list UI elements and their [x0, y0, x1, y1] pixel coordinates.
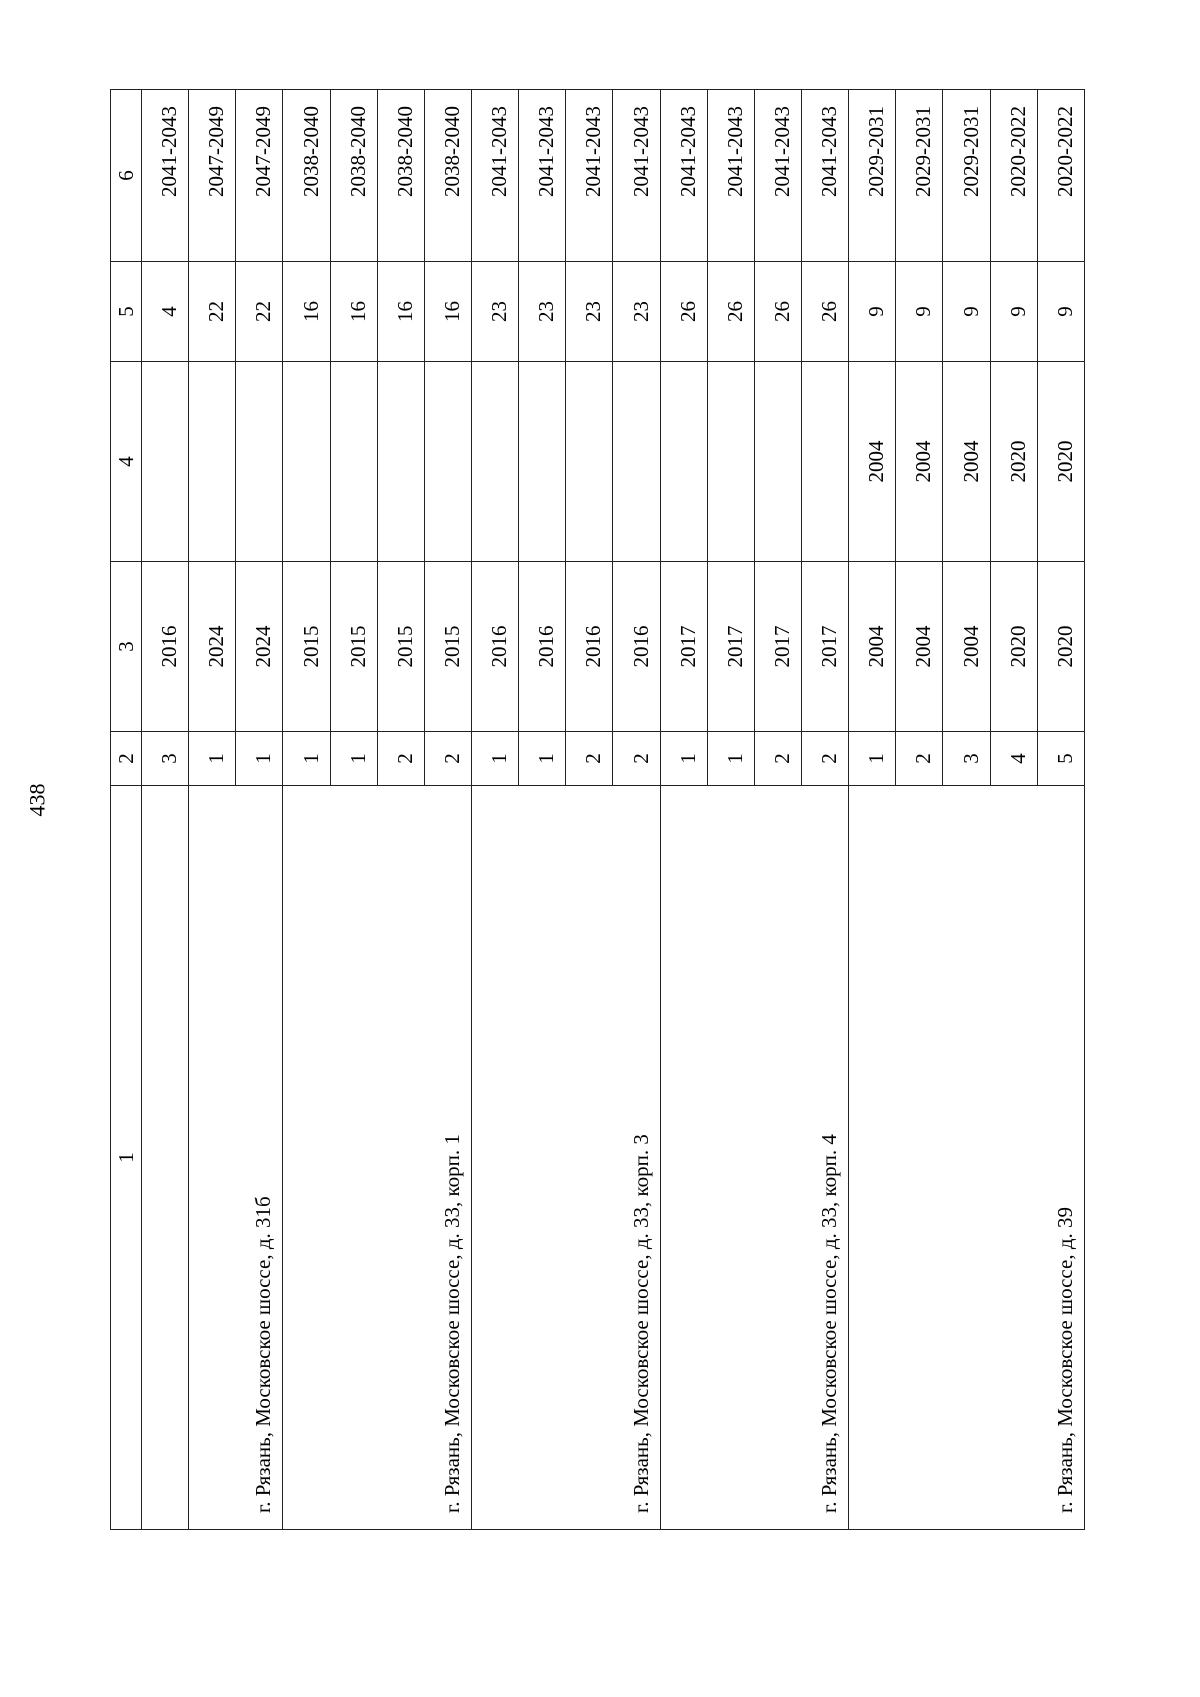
cell-c4 — [330, 362, 377, 562]
cell-c3: 2015 — [330, 562, 377, 732]
cell-c5: 16 — [283, 262, 330, 362]
cell-c3: 2004 — [896, 562, 943, 732]
cell-c5: 26 — [660, 262, 707, 362]
cell-c5: 26 — [754, 262, 801, 362]
cell-c6: 2041-2043 — [519, 90, 566, 262]
cell-c4 — [377, 362, 424, 562]
cell-c3: 2016 — [142, 562, 189, 732]
cell-c4 — [283, 362, 330, 562]
cell-c6: 2041-2043 — [613, 90, 660, 262]
cell-c4 — [236, 362, 283, 562]
cell-c5: 23 — [566, 262, 613, 362]
address-cell: г. Рязань, Московское шоссе, д. 33, корп. 1 — [283, 786, 472, 1530]
cell-c6: 2041-2043 — [660, 90, 707, 262]
cell-c2: 1 — [330, 732, 377, 786]
cell-c3: 2015 — [283, 562, 330, 732]
header-cell-2: 2 — [111, 732, 142, 786]
cell-c2: 2 — [801, 732, 848, 786]
header-row — [111, 90, 142, 1530]
cell-c5: 23 — [613, 262, 660, 362]
cell-c5: 23 — [519, 262, 566, 362]
cell-c6: 2041-2043 — [754, 90, 801, 262]
cell-c2: 1 — [189, 732, 236, 786]
cell-c6: 2047-2049 — [189, 90, 236, 262]
cell-c3: 2024 — [236, 562, 283, 732]
cell-c5: 16 — [377, 262, 424, 362]
cell-c3: 2017 — [801, 562, 848, 732]
address-cell — [142, 786, 189, 1530]
cell-c5: 9 — [943, 262, 990, 362]
cell-c2: 1 — [283, 732, 330, 786]
cell-c5: 16 — [330, 262, 377, 362]
cell-c3: 2015 — [424, 562, 471, 732]
cell-c6: 2038-2040 — [330, 90, 377, 262]
header-cell-5: 5 — [111, 262, 142, 362]
cell-c2: 2 — [613, 732, 660, 786]
table-row — [189, 90, 236, 1530]
cell-c6: 2041-2043 — [471, 90, 518, 262]
table-row — [849, 90, 896, 1530]
cell-c5: 9 — [1037, 262, 1084, 362]
cell-c4 — [519, 362, 566, 562]
cell-c5: 23 — [471, 262, 518, 362]
address-cell: г. Рязань, Московское шоссе, д. 39 — [849, 786, 1085, 1530]
cell-c4 — [424, 362, 471, 562]
table-row — [283, 90, 330, 1530]
cell-c6: 2029-2031 — [849, 90, 896, 262]
cell-c6: 2020-2022 — [990, 90, 1037, 262]
cell-c5: 22 — [189, 262, 236, 362]
cell-c5: 16 — [424, 262, 471, 362]
cell-c4 — [801, 362, 848, 562]
cell-c2: 1 — [236, 732, 283, 786]
cell-c4: 2020 — [990, 362, 1037, 562]
cell-c6: 2020-2022 — [1037, 90, 1084, 262]
table-row — [142, 90, 189, 1530]
cell-c2: 1 — [707, 732, 754, 786]
cell-c2: 1 — [519, 732, 566, 786]
cell-c2: 1 — [471, 732, 518, 786]
cell-c3: 2004 — [943, 562, 990, 732]
cell-c4 — [660, 362, 707, 562]
cell-c6: 2029-2031 — [896, 90, 943, 262]
address-cell: г. Рязань, Московское шоссе, д. 33, корп. 3 — [471, 786, 660, 1530]
page-number — [22, 770, 52, 830]
cell-c4 — [189, 362, 236, 562]
cell-c3: 2020 — [990, 562, 1037, 732]
cell-c3: 2015 — [377, 562, 424, 732]
cell-c4: 2004 — [943, 362, 990, 562]
cell-c6: 2041-2043 — [566, 90, 613, 262]
cell-c3: 2020 — [1037, 562, 1084, 732]
cell-c6: 2038-2040 — [377, 90, 424, 262]
header-cell-1: 1 — [111, 786, 142, 1530]
cell-c2: 3 — [142, 732, 189, 786]
rotated-table-container — [110, 90, 1085, 1530]
cell-c2: 2 — [424, 732, 471, 786]
cell-c2: 2 — [754, 732, 801, 786]
cell-c5: 9 — [849, 262, 896, 362]
cell-c3: 2016 — [613, 562, 660, 732]
cell-c2: 3 — [943, 732, 990, 786]
cell-c2: 4 — [990, 732, 1037, 786]
cell-c3: 2024 — [189, 562, 236, 732]
cell-c3: 2016 — [519, 562, 566, 732]
cell-c3: 2016 — [471, 562, 518, 732]
table-row — [471, 90, 518, 1530]
cell-c5: 4 — [142, 262, 189, 362]
header-cell-4: 4 — [111, 362, 142, 562]
address-cell: г. Рязань, Московское шоссе, д. 33, корп. 4 — [660, 786, 849, 1530]
cell-c3: 2017 — [707, 562, 754, 732]
cell-c4 — [471, 362, 518, 562]
cell-c5: 22 — [236, 262, 283, 362]
cell-c6: 2041-2043 — [142, 90, 189, 262]
cell-c6: 2041-2043 — [707, 90, 754, 262]
data-table — [110, 89, 1085, 1530]
table-row — [660, 90, 707, 1530]
cell-c3: 2016 — [566, 562, 613, 732]
cell-c4 — [707, 362, 754, 562]
cell-c2: 2 — [566, 732, 613, 786]
cell-c5: 26 — [801, 262, 848, 362]
cell-c6: 2029-2031 — [943, 90, 990, 262]
cell-c3: 2017 — [754, 562, 801, 732]
cell-c4: 2020 — [1037, 362, 1084, 562]
cell-c6: 2038-2040 — [424, 90, 471, 262]
cell-c4: 2004 — [896, 362, 943, 562]
cell-c2: 1 — [849, 732, 896, 786]
cell-c4 — [754, 362, 801, 562]
cell-c4 — [566, 362, 613, 562]
cell-c3: 2017 — [660, 562, 707, 732]
cell-c2: 5 — [1037, 732, 1084, 786]
cell-c4 — [142, 362, 189, 562]
cell-c2: 1 — [660, 732, 707, 786]
cell-c4 — [613, 362, 660, 562]
cell-c6: 2041-2043 — [801, 90, 848, 262]
cell-c5: 9 — [896, 262, 943, 362]
header-cell-3: 3 — [111, 562, 142, 732]
cell-c2: 2 — [896, 732, 943, 786]
cell-c6: 2047-2049 — [236, 90, 283, 262]
header-cell-6: 6 — [111, 90, 142, 262]
table-body — [111, 90, 1085, 1530]
cell-c6: 2038-2040 — [283, 90, 330, 262]
cell-c3: 2004 — [849, 562, 896, 732]
cell-c5: 9 — [990, 262, 1037, 362]
address-cell: г. Рязань, Московское шоссе, д. 31б — [189, 786, 283, 1530]
cell-c4: 2004 — [849, 362, 896, 562]
page-number-text: 438 — [24, 783, 49, 817]
cell-c5: 26 — [707, 262, 754, 362]
cell-c2: 2 — [377, 732, 424, 786]
